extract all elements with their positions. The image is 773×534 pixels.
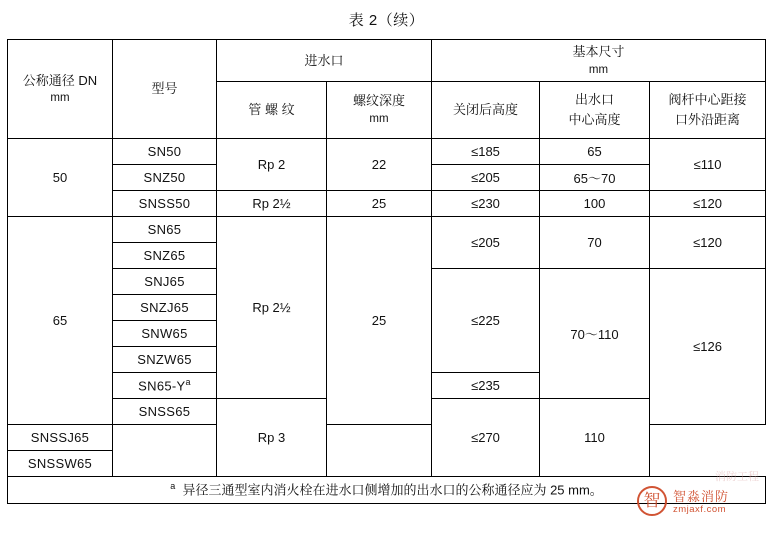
table-row [7,424,765,450]
cell-thread-rp25a: Rp 2½ [216,190,326,216]
specification-table [7,39,766,504]
cell-closed-225: ≤225 [432,268,540,372]
table-footnote [7,476,765,503]
cell-model-sn65-y-text: SN65-Y [138,378,186,394]
header-stem-distance [650,81,766,138]
cell-stem-120b: ≤120 [650,216,766,268]
cell-outlet-100: 100 [540,190,650,216]
header-outlet-center-height [540,81,650,138]
header-group-inlet: 进水口 [216,40,431,82]
header-thread-depth-unit: mm [369,112,389,125]
cell-model-snss50: SNSS50 [112,190,216,216]
cell-stem-126: ≤126 [650,268,766,424]
watermark-brand: 智淼消防 [673,489,730,504]
cell-model-snzw65: SNZW65 [112,346,216,372]
cell-thread-rp2: Rp 2 [216,138,326,190]
cell-depth-25a: 25 [326,190,431,216]
header-group-basic-unit: mm [588,63,609,76]
cell-closed-270: ≤270 [432,398,540,476]
footnote-text: 异径三通型室内消火栓在进水口侧增加的出水口的公称通径应为 25 mm。 [182,482,603,498]
header-outlet-line1: 出水口 [574,92,614,108]
table-row [7,450,765,476]
cell-model-snssw65: SNSSW65 [7,450,112,476]
cell-dn-65: 65 [7,216,112,424]
header-dn-unit: mm [50,92,70,104]
cell-closed-230: ≤230 [432,190,540,216]
cell-outlet-65: 65 [540,138,650,164]
cell-model-sn65: SN65 [112,216,216,242]
cell-model-sn50: SN50 [112,138,216,164]
cell-outlet-110: 110 [540,398,650,476]
watermark-faint-text: 消防工程 [715,471,759,483]
header-closed-height: 关闭后高度 [432,81,540,138]
table-body [7,138,765,503]
cell-stem-120a: ≤120 [650,190,766,216]
cell-closed-205b: ≤205 [432,216,540,268]
cell-model-snz50: SNZ50 [112,164,216,190]
page-title: 表 2（续） [348,12,425,29]
cell-closed-185: ≤185 [432,138,540,164]
cell-closed-205a: ≤205 [432,164,540,190]
cell-model-snj65: SNJ65 [112,268,216,294]
header-group-basic [432,40,766,82]
cell-stem-110: ≤110 [650,138,766,190]
cell-depth-25b: 25 [326,216,431,424]
table-row [7,216,765,242]
cell-model-snz65: SNZ65 [112,242,216,268]
table-footnote-row [7,476,765,503]
cell-outlet-70: 70 [540,216,650,268]
cell-model-snw65: SNW65 [112,320,216,346]
header-dn-label: 公称通径 DN [22,72,98,88]
header-thread-depth-label: 螺纹深度 [352,93,405,109]
footnote-label-a: a [170,480,176,491]
watermark-url: zmjaxf.com [673,504,727,515]
header-thread-depth [326,81,431,138]
cell-depth-22: 22 [326,138,431,190]
footnote-marker-a: a [185,377,191,388]
header-group-basic-label: 基本尺寸 [572,44,625,59]
table-header [7,40,765,139]
header-stem-line1: 阀杆中心距接 [668,92,747,108]
cell-model-snssj65: SNSSJ65 [7,424,112,450]
watermark-logo-icon: 智 [637,486,667,516]
cell-model-snss65: SNSS65 [112,398,216,424]
cell-closed-235: ≤235 [432,372,540,398]
header-pipe-thread: 管 螺 纹 [216,81,326,138]
header-dn [7,40,112,139]
cell-model-sn65-y [112,372,216,398]
cell-thread-rp3: Rp 3 [216,398,326,476]
cell-dn-50: 50 [7,138,112,216]
cell-outlet-65-70: 65～70 [540,164,650,190]
table-header-row-1 [7,40,765,82]
header-stem-line2: 口外沿距离 [675,111,741,127]
cell-outlet-70-110: 70～110 [540,268,650,398]
table-row [7,190,765,216]
header-outlet-line2: 中心高度 [568,111,621,127]
header-model: 型号 [112,40,216,139]
cell-model-snzj65: SNZJ65 [112,294,216,320]
table-row [7,138,765,164]
cell-thread-rp25b: Rp 2½ [216,216,326,398]
